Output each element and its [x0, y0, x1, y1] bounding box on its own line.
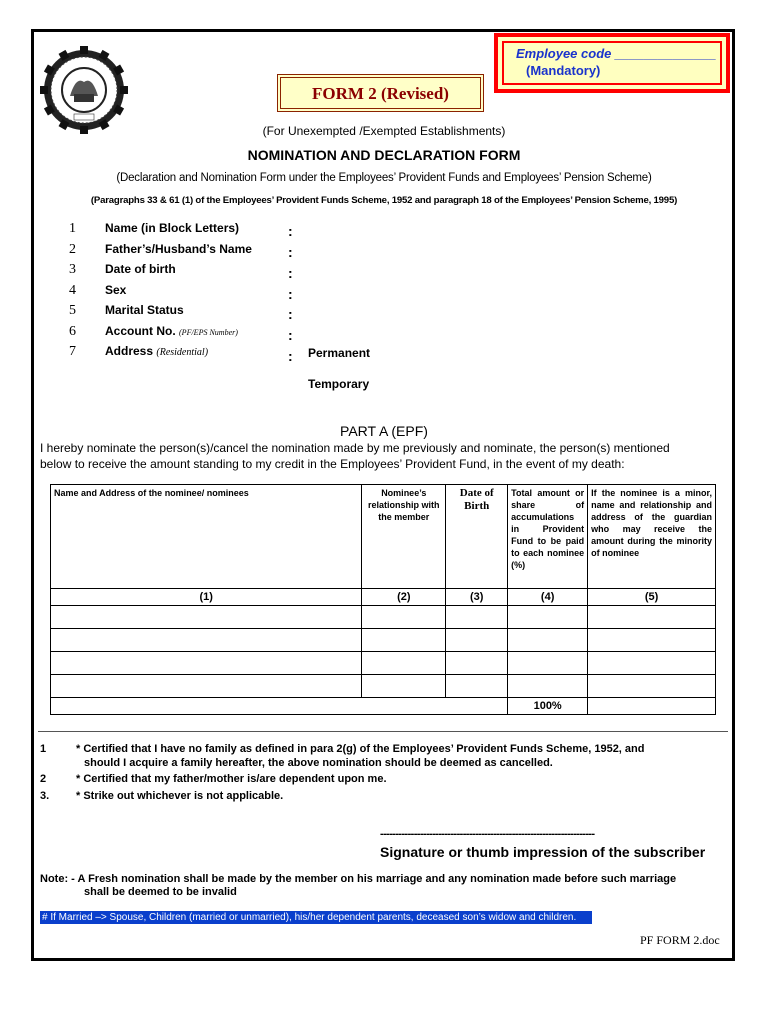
field-number: 5: [69, 303, 76, 318]
nominee-cell[interactable]: [362, 652, 446, 675]
header-nominee-name-address: Name and Address of the nominee/ nominees: [51, 485, 362, 589]
nominee-entry-row[interactable]: [51, 629, 716, 652]
nominee-cell[interactable]: [508, 606, 588, 629]
address-label-text: Address: [105, 344, 154, 358]
nominee-cell[interactable]: [508, 675, 588, 698]
nominee-cell[interactable]: [362, 606, 446, 629]
establishment-type: (For Unexempted /Exempted Establishments): [262, 124, 506, 138]
field-number: 2: [69, 242, 76, 257]
address-temporary-label: Temporary: [308, 377, 370, 391]
part-a-title: PART A (EPF): [340, 423, 428, 439]
cert-text: * Strike out whichever is not applicable.: [76, 790, 284, 802]
cert-text: * Certified that I have no family as defined in para 2(g) of the Employees’ Provident Funds Scheme, 1952, and: [76, 743, 645, 755]
header-share-percent: Total amount or share of accumulations in Provident Fund to be paid to each nominee (%): [508, 485, 588, 589]
field-number: 6: [69, 324, 76, 339]
paragraphs-reference: (Paragraphs 33 & 61 (1) of the Employees’ Provident Funds Scheme, 1952 and paragraph 18 of the Employees’ Pension Scheme, 1995): [90, 195, 678, 206]
note-line1: Note: - A Fresh nomination shall be made by the member on his marriage and any nomination made before such marriage: [40, 873, 677, 885]
nominee-cell[interactable]: [446, 675, 508, 698]
nominee-cell[interactable]: [51, 652, 362, 675]
nominee-cell[interactable]: [588, 606, 716, 629]
field-colon: :: [288, 327, 293, 343]
total-row-spacer: [51, 698, 508, 715]
address-permanent-label: Permanent: [308, 346, 371, 360]
address-label-suffix: (Residential): [156, 347, 209, 358]
note-line2: shall be deemed to be invalid: [84, 886, 237, 898]
cert-number: 1: [40, 743, 47, 755]
footer-document-name: PF FORM 2.doc: [640, 933, 720, 947]
nominee-cell[interactable]: [508, 652, 588, 675]
signature-line: ----------------------------------------------------------------------: [380, 828, 595, 840]
header-guardian: If the nominee is a minor, name and relationship and address of the guardian who may receive the amount during the minority of nominee: [588, 485, 716, 589]
nominee-cell[interactable]: [508, 629, 588, 652]
nominee-cell[interactable]: [588, 675, 716, 698]
main-title: NOMINATION AND DECLARATION FORM: [247, 147, 521, 163]
cert-text-continued: should I acquire a family hereafter, the above nomination should be deemed as cancelled.: [84, 757, 553, 769]
form-title-box: [277, 74, 484, 112]
nominee-cell[interactable]: [446, 606, 508, 629]
total-row-empty: [588, 698, 716, 715]
field-colon: :: [288, 306, 293, 322]
employee-code-label: Employee code ______________: [516, 46, 717, 61]
field-number: 1: [69, 221, 76, 236]
field-label-sex: Sex: [105, 283, 127, 297]
nominee-table: [50, 484, 716, 715]
header-date-of-birth: Date of Birth: [446, 485, 508, 589]
field-colon: :: [288, 348, 293, 364]
total-percent: 100%: [508, 698, 588, 715]
table-header-row: [51, 485, 716, 589]
cert-number: 2: [40, 773, 47, 785]
field-label-father-husband: Father’s/Husband’s Name: [105, 242, 252, 256]
field-colon: :: [288, 223, 293, 239]
field-number: 7: [69, 344, 76, 359]
nominee-cell[interactable]: [51, 606, 362, 629]
married-footnote: # If Married –> Spouse, Children (married or unmarried), his/her dependent parents, deceased son’s widow and children.: [40, 911, 592, 924]
field-colon: :: [288, 244, 293, 260]
field-colon: :: [288, 286, 293, 302]
nominee-cell[interactable]: [51, 675, 362, 698]
field-label-account-no: [105, 324, 238, 338]
field-colon: :: [288, 265, 293, 281]
field-number: 3: [69, 262, 76, 277]
header-relationship: Nominee’s relationship with the member: [362, 485, 446, 589]
part-a-intro-line2: below to receive the amount standing to my credit in the Employees’ Provident Fund, in the event of my death:: [40, 457, 625, 471]
field-label-address: [105, 344, 208, 358]
epfo-logo-icon: [40, 46, 128, 134]
nominee-cell[interactable]: [51, 629, 362, 652]
field-number: 4: [69, 283, 76, 298]
nominee-entry-row[interactable]: [51, 675, 716, 698]
account-label-text: Account No.: [105, 324, 176, 338]
column-number: (2): [362, 589, 446, 606]
total-row: [51, 698, 716, 715]
subtitle: (Declaration and Nomination Form under the Employees’ Provident Funds and Employees’ Pension Scheme): [116, 172, 652, 184]
cert-text: * Certified that my father/mother is/are dependent upon me.: [76, 773, 387, 785]
nominee-cell[interactable]: [446, 652, 508, 675]
column-number: (5): [588, 589, 716, 606]
nominee-cell[interactable]: [446, 629, 508, 652]
nominee-entry-row[interactable]: [51, 606, 716, 629]
employee-code-box: [494, 33, 730, 93]
cert-number: 3.: [40, 790, 50, 802]
part-a-intro-line1: I hereby nominate the person(s)/cancel the nomination made by me previously and nominate, the person(s) mentioned: [40, 441, 670, 455]
nominee-cell[interactable]: [588, 652, 716, 675]
nominee-cell[interactable]: [588, 629, 716, 652]
nominee-cell[interactable]: [362, 629, 446, 652]
nominee-cell[interactable]: [362, 675, 446, 698]
column-number: (4): [508, 589, 588, 606]
account-label-suffix: (PF/EPS Number): [179, 328, 238, 337]
signature-label: Signature or thumb impression of the subscriber: [380, 844, 706, 860]
employee-code-mandatory: (Mandatory): [526, 63, 601, 78]
column-number: (3): [446, 589, 508, 606]
field-label-marital-status: Marital Status: [105, 303, 184, 317]
field-label-dob: Date of birth: [105, 262, 176, 276]
field-label-name: Name (in Block Letters): [105, 221, 240, 235]
column-number: (1): [51, 589, 362, 606]
nominee-entry-row[interactable]: [51, 652, 716, 675]
form-title: FORM 2 (Revised): [312, 84, 449, 103]
column-number-row: [51, 589, 716, 606]
section-divider: [38, 731, 728, 732]
